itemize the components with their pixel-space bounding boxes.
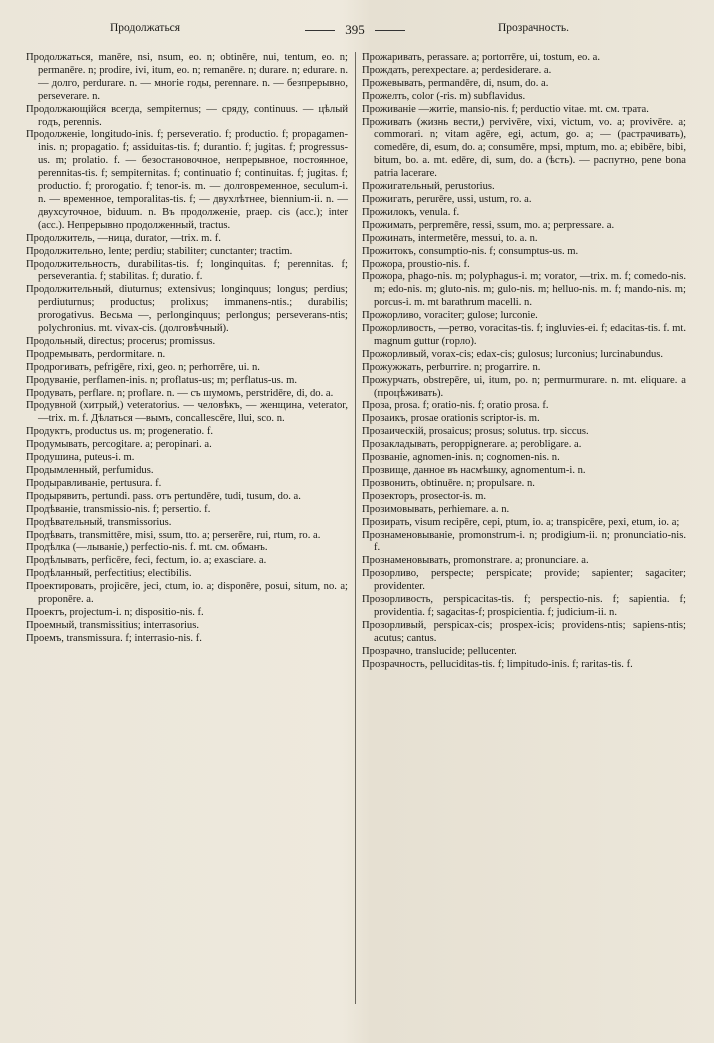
dictionary-entry: Прожорливый, vorax-cis; edax-cis; gulosus; lurconius; lurcinabundus. — [362, 348, 664, 360]
dictionary-entry: Продолжительно, lente; perdiu; stabiliter; cunctanter; tractim. — [26, 245, 293, 257]
dictionary-entry: Прожурчать, obstrepēre, ui, itum, po. n; permurmurare. n. mt. eliquare. a (процѣживать). — [362, 374, 686, 399]
dictionary-entry: Проектъ, projectum-i. n; dispositio-nis. f. — [26, 606, 204, 618]
dictionary-entry: Прожигательный, perustorius. — [362, 181, 495, 193]
dictionary-entry: Прозирать, visum recipēre, cepi, ptum, io. a; transpicēre, pexi, etum, io. a; — [362, 516, 680, 528]
dictionary-entry: Проемъ, transmissura. f; interrasio-nis. f. — [26, 632, 202, 644]
dictionary-entry: Проза, prosa. f; oratio-nis. f; oratio prosa. f. — [362, 400, 549, 412]
dictionary-entry: Прожора, phago-nis. m; polyphagus-i. m; vorator, —trix. m. f; comedo-nis. m; edo-nis. m; gluto-nis. m; gulo-nis. m; helluo-nis. m. f; mando-nis. m; porcus-i. m. mt barathrum macelli. n. — [362, 271, 686, 309]
dictionary-entry: Продрогивать, pefrigēre, rixi, geo. n; perhorrēre, ui. n. — [26, 361, 260, 373]
dictionary-entry: Продушина, puteus-i. m. — [26, 452, 135, 464]
dictionary-entry: Продѣвательный, transmissorius. — [26, 516, 172, 528]
dictionary-entry: Прозаикъ, prosae orationis scriptor-is. m. — [362, 413, 540, 425]
dictionary-entry: Прозвонить, obtinuēre. n; propulsare. n. — [362, 477, 535, 489]
dictionary-entry: Прозимовывать, perhiemare. a. n. — [362, 503, 510, 515]
dictionary-entry: Прозорливость, perspicacitas-tis. f; perspectio-nis. f; sapientia. f; providentia. f; sagacitas-f; prospicientia. f; judicium-ii. n. — [362, 594, 686, 618]
dictionary-entry: Прозрачно, translucide; pellucenter. — [362, 645, 517, 657]
dictionary-entry: Прознаменовывать, promonstrare. a; pronunciare. a. — [362, 555, 589, 567]
dictionary-entry: Продолжаться, manēre, nsi, nsum, eo. n; obtinēre, nui, tentum, eo. n; permanēre. n; prodire, ivi, itum, eo. n; remanēre. n; durare. n; edurare. n. — долго, perdurare. n. — многіе годы, perennare. n. — безпрерывно, perseverare. n. — [26, 52, 348, 102]
dictionary-entry: Проектировать, projicēre, jeci, ctum, io. a; disponēre, posui, situm, no. a; proponēre. a. — [26, 581, 348, 606]
dictionary-entry: Продыравливаніе, pertusura. f. — [26, 477, 162, 489]
dictionary-entry: Продувать, perflare. n; proflare. n. — съ шумомъ, perstridēre, di, do. a. — [26, 387, 334, 399]
dictionary-entry: Продувной (хитрый,) veteratorius. — человѣкъ, — женщина, veterator, —trix. m. f. Дѣлаться —вымъ, concallescēre, llui, sco. n. — [26, 400, 348, 425]
page-number: 395 — [305, 22, 405, 38]
dictionary-entry: Продумывать, percogitare. a; peropinari. a. — [26, 439, 212, 451]
dictionary-entry: Прожорливость, —ретво, voracitas-tis. f; ingluvies-ei. f; edacitas-tis. f. mt. magnum guttur (горло). — [362, 323, 686, 347]
dictionary-entry: Продѣланный, perfectitius; electibilis. — [26, 568, 192, 580]
column-divider — [355, 52, 356, 1004]
dictionary-entry: Продѣваніе, transmissio-nis. f; persertio. f. — [26, 503, 211, 515]
dictionary-entry: Проживать (жизнь вести,) pervivēre, vixi, victum, vo. a; provivēre. a; commorari. n; vitam agēre, egi, actum, go. a; — (растрачивать), comedēre, di, esum, do. a; consumēre, mpsi, mptum, mo. a; ebibēre, bibi, bitum, bo. a. mt. edēre, di, sum, do. a (ѣсть). — распутно, pene bona patria lacerare. — [362, 116, 686, 180]
dictionary-entry: Прожора, proustio-nis. f. — [362, 258, 470, 270]
dictionary-entry: Прозваніе, agnomen-inis. n; cognomen-nis. n. — [362, 452, 560, 464]
dictionary-entry: Продолжающійся всегда, sempiternus; — сряду, continuus. — цѣлый годъ, perennis. — [26, 103, 348, 128]
dictionary-entry: Прожинать, intermetēre, messui, to. a. n. — [362, 232, 538, 244]
dictionary-entry: Прожитокъ, consumptio-nis. f; consumptus-us. m. — [362, 245, 579, 257]
header-right-word: Прозрачность. — [498, 22, 569, 34]
dictionary-entry: Продолжитель, —ница, durator, —trix. m. f. — [26, 232, 221, 244]
dictionary-entry: Прожелть, color (-ris. m) subflavidus. — [362, 90, 526, 102]
dictionary-entry: Прожаривать, perassare. a; portorrēre, ui, tostum, eo. a. — [362, 52, 600, 63]
dictionary-entry: Прожилокъ, venula. f. — [362, 206, 460, 218]
dictionary-entry: Продѣвать, transmittēre, misi, ssum, tto. a; perserēre, rui, rtum, ro. a. — [26, 529, 321, 541]
right-column — [362, 52, 686, 672]
dictionary-entry: Продремывать, perdormitare. n. — [26, 348, 166, 360]
dictionary-entry: Прозорливый, perspicax-cis; prospex-icis; providens-ntis; sapiens-ntis; acutus; cantus. — [362, 619, 686, 644]
dictionary-entry: Прозрачность, pelluciditas-tis. f; limpitudo-inis. f; raritas-tis. f. — [362, 658, 633, 670]
dictionary-entry: Продолжительность, durabilitas-tis. f; longinquitas. f; perennitas. f; perseverantia. f; stabilitas. f; duratio. f. — [26, 258, 348, 283]
dictionary-entry: Прожимать, perpremēre, ressi, ssum, mo. a; perpressare. a. — [362, 219, 615, 231]
dictionary-entry: Прожорливо, voraciter; gulose; lurconie. — [362, 310, 538, 322]
dictionary-entry: Продѣлка (—лываніе,) perfectio-nis. f. mt. см. обманъ. — [26, 542, 268, 554]
dictionary-entry: Прожигать, perurēre, ussi, ustum, ro. a. — [362, 193, 532, 205]
dictionary-entry: Прозорливо, perspecte; perspicate; provide; sapienter; sagaciter; providenter. — [362, 568, 686, 593]
dictionary-entry: Продуваніе, perflamen-inis. n; proflatus-us; m; perflatus-us. m. — [26, 374, 297, 386]
dictionary-entry: Продѣлывать, perficēre, feci, fectum, io. a; exasciare. a. — [26, 555, 267, 567]
dictionary-entry: Прозвище, данное въ насмѣшку, agnomentum-i. n. — [362, 465, 586, 476]
dictionary-entry: Продолжительный, diuturnus; extensivus; longinquus; longus; perdius; perdiuturnus; productus; prolixus; immanens-ntis.; durabilis; prorogativus. Весьма —, perlonginquus; perlongus; perseverans-ntis; polychronius. mt. vivax-cis. (долговѣчный). — [26, 284, 348, 335]
left-column — [26, 52, 348, 646]
dictionary-entry: Проживаніе —житіе, mansio-nis. f; perductio vitae. mt. см. трата. — [362, 103, 649, 115]
dictionary-entry: Продольный, directus; procerus; promissus. — [26, 335, 216, 347]
dictionary-entry: Продырявить, pertundi. pass. отъ pertundēre, tudi, tusum, do. a. — [26, 490, 301, 502]
page-header — [0, 22, 714, 42]
dictionary-entry: Продолженіе, longitudo-inis. f; perseveratio. f; productio. f; propagamen-inis. n; propagatio. f; assiduitas-tis. f; durantio. f; jugitas. f; progressus-us. m; prolatio. f. — безостановочное, непрерывное, постоянное, perennitas-tis. f; sempiternitas. f; continuatio f; continuitas. f; jugitas. f; productio. f; prorogatio. f; tenor-is. m. — долговременное, seculum-i. n. — временное, temporalitas-tis. f; — двухлѣтнее, biennium-ii. n. — двухсуточное, biduum. n. Въ продолженіе, praep. cis (acc.); inter (acc.). Непрерывно продолженный, tractus. — [26, 129, 348, 231]
dictionary-entry: Прозакладывать, peroppignerare. a; perobligare. a. — [362, 439, 582, 451]
dictionary-entry: Прозаическій, prosaicus; prosus; solutus. trp. siccus. — [362, 426, 589, 438]
dictionary-entry: Проемный, transmissitius; interrasorius. — [26, 619, 199, 631]
header-left-word: Продолжаться — [110, 22, 181, 34]
dictionary-entry: Продуктъ, productus us. m; progeneratio. f. — [26, 426, 214, 438]
dictionary-entry: Продымленный, perfumidus. — [26, 465, 154, 476]
dictionary-entry: Прождать, perexpectare. a; perdesiderare. a. — [362, 64, 552, 76]
dictionary-entry: Прожужжать, perburrire. n; progarrire. n. — [362, 361, 541, 373]
dictionary-entry: Прозекторъ, prosector-is. m. — [362, 490, 486, 502]
dictionary-entry: Прожевывать, permandēre, di, nsum, do. a. — [362, 77, 549, 89]
dictionary-entry: Прознаменовываніе, promonstrum-i. n; prodigium-ii. n; pronunciatio-nis. f. — [362, 529, 686, 554]
